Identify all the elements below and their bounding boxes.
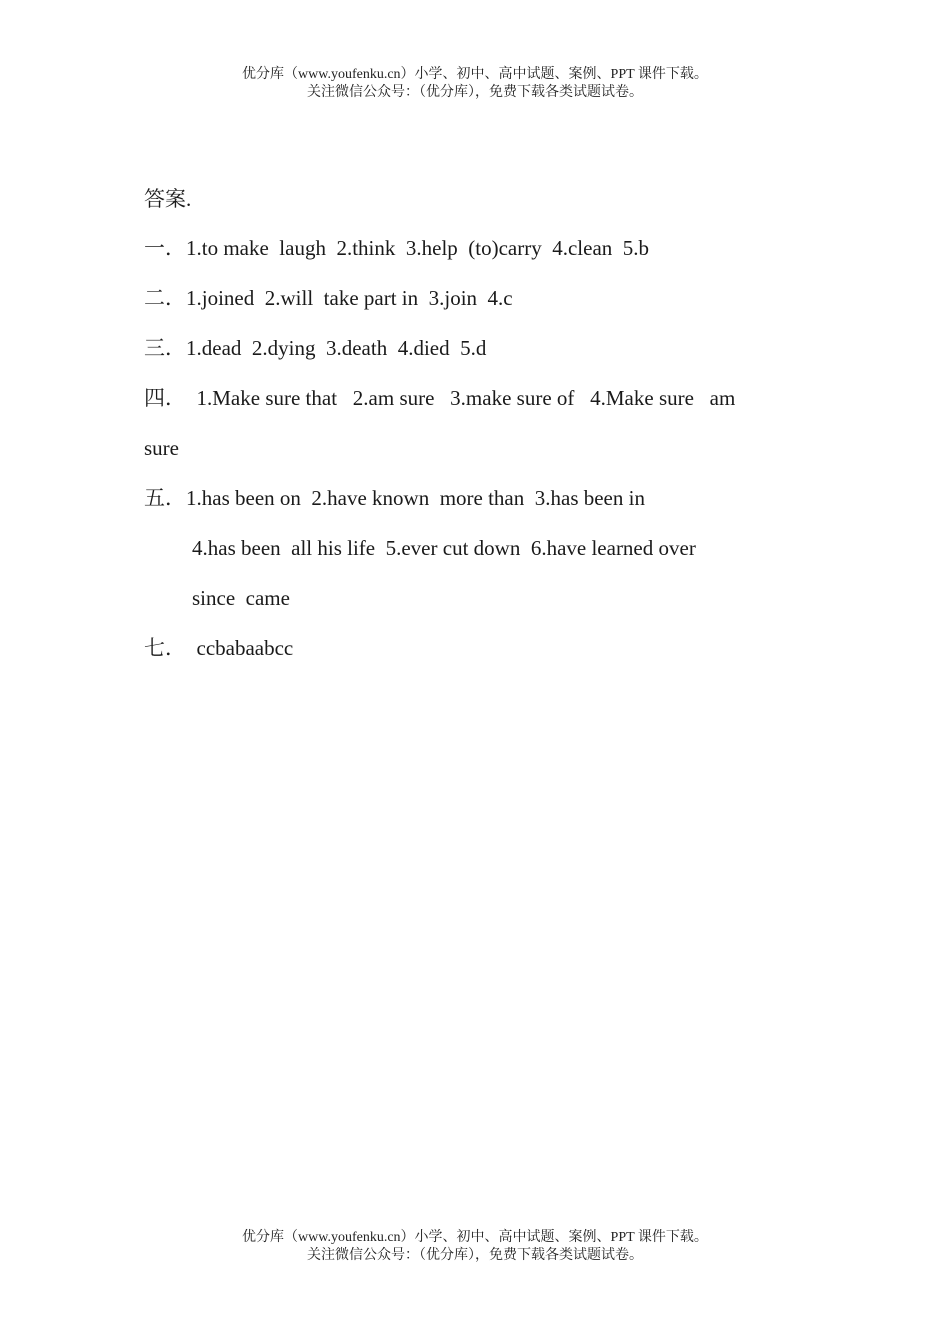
footer-line-1: 优分库（www.youfenku.cn）小学、初中、高中试题、案例、PPT 课件下载。 [242, 1230, 708, 1245]
page-header [0, 66, 950, 102]
header-line-1: 优分库（www.youfenku.cn）小学、初中、高中试题、案例、PPT 课件下载。 [242, 67, 708, 82]
answer-line-5: 五．1.has been on 2.have known more than 3.has been in [144, 486, 645, 510]
answer-line-3: 三．1.dead 2.dying 3.death 4.died 5.d [144, 336, 487, 360]
answer-line-7: 七． ccbabaabcc [144, 636, 294, 660]
answer-line-5-continued: 4.has been all his life 5.ever cut down 6.have learned over [192, 536, 696, 560]
header-line-2: 关注微信公众号：（优分库），免费下载各类试题试卷。 [307, 85, 643, 100]
answer-line-4-continued: sure [144, 436, 179, 460]
page-footer [0, 1229, 950, 1265]
footer-line-2: 关注微信公众号：（优分库），免费下载各类试题试卷。 [307, 1248, 643, 1263]
answer-title: 答案. [144, 187, 192, 211]
answer-section [144, 178, 809, 676]
answer-line-4: 四． 1.Make sure that 2.am sure 3.make sure of 4.Make sure am [144, 386, 736, 410]
answer-line-2: 二．1.joined 2.will take part in 3.join 4.c [144, 286, 513, 310]
answer-line-5-end: since came [192, 586, 290, 610]
answer-line-1: 一．1.to make laugh 2.think 3.help (to)carry 4.clean 5.b [144, 236, 650, 260]
